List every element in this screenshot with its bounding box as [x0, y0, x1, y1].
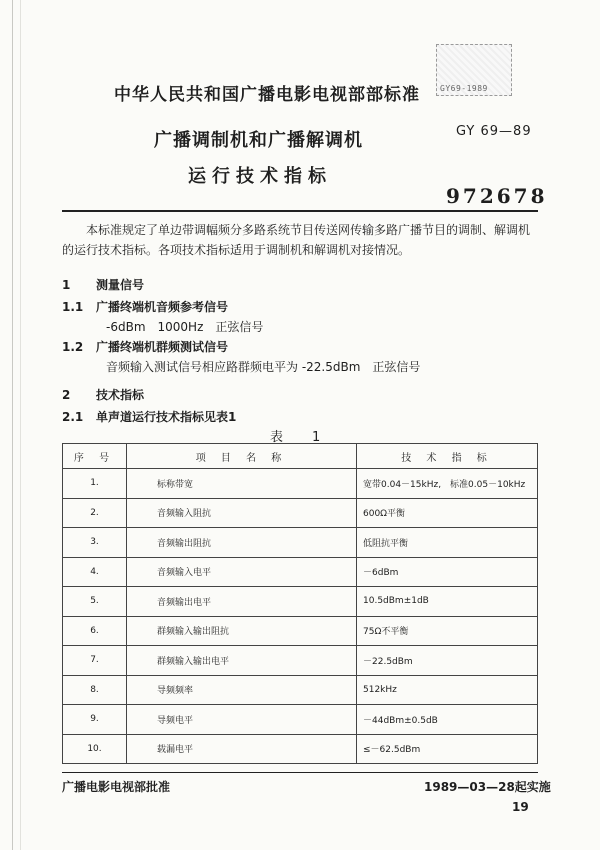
stamp-code: GY69-1989	[440, 84, 488, 93]
row-no: 7.	[63, 646, 127, 676]
binding-margin-line	[20, 0, 21, 850]
row-value: －44dBm±0.5dB	[357, 705, 538, 735]
row-value: 10.5dBm±1dB	[357, 587, 538, 617]
row-item: 标称带宽	[127, 469, 357, 499]
row-no: 5.	[63, 587, 127, 617]
subsection-heading: 1.2 广播终端机群频测试信号	[62, 340, 229, 354]
table-row	[63, 675, 538, 705]
approver-text: 广播电影电视部批准	[62, 780, 171, 794]
row-no: 1.	[63, 469, 127, 499]
row-no: 10.	[63, 734, 127, 764]
standard-number: GY 69—89	[456, 124, 532, 139]
table-row	[63, 469, 538, 499]
row-no: 8.	[63, 675, 127, 705]
row-item: 音频输出电平	[127, 587, 357, 617]
row-no: 3.	[63, 528, 127, 558]
ministry-heading: 中华人民共和国广播电影电视部部标准	[114, 85, 420, 105]
row-no: 2.	[63, 498, 127, 528]
table-row	[63, 498, 538, 528]
row-value: 宽带0.04－15kHz, 标准0.05－10kHz	[357, 469, 538, 499]
row-value: 75Ω不平衡	[357, 616, 538, 646]
table-row	[63, 705, 538, 735]
subsection-heading: 1.1 广播终端机音频参考信号	[62, 300, 229, 314]
table-row	[63, 557, 538, 587]
header-item: 项 目 名 称	[127, 444, 357, 469]
row-item: 导频电平	[127, 705, 357, 735]
table-caption: 表 1	[270, 430, 329, 445]
row-item: 载漏电平	[127, 734, 357, 764]
header-divider	[62, 210, 538, 212]
row-no: 4.	[63, 557, 127, 587]
table-header-row	[63, 444, 538, 469]
row-item: 音频输出阻抗	[127, 528, 357, 558]
table-row	[63, 616, 538, 646]
spec-table	[62, 443, 538, 764]
row-no: 6.	[63, 616, 127, 646]
document-subtitle: 运行技术指标	[188, 166, 332, 187]
footer-divider	[62, 772, 538, 773]
document-number: 972678	[446, 184, 548, 208]
row-no: 9.	[63, 705, 127, 735]
subsection-text: -6dBm 1000Hz 正弦信号	[106, 320, 264, 334]
binding-margin-line	[12, 0, 13, 850]
row-value: －22.5dBm	[357, 646, 538, 676]
section-heading: 1 测量信号	[62, 278, 145, 292]
row-item: 音频输入电平	[127, 557, 357, 587]
row-value: 低阻抗平衡	[357, 528, 538, 558]
row-value: 600Ω平衡	[357, 498, 538, 528]
header-value: 技 术 指 标	[357, 444, 538, 469]
subsection-heading: 2.1 单声道运行技术指标见表1	[62, 410, 237, 424]
table-row	[63, 528, 538, 558]
section-heading: 2 技术指标	[62, 388, 145, 402]
effective-date: 1989—03—28起实施	[424, 780, 551, 794]
row-item: 群频输入输出阻抗	[127, 616, 357, 646]
table-row	[63, 587, 538, 617]
row-item: 音频输入阻抗	[127, 498, 357, 528]
table-row	[63, 646, 538, 676]
subsection-text: 音频输入测试信号相应路群频电平为 -22.5dBm 正弦信号	[106, 360, 421, 374]
row-item: 导频频率	[127, 675, 357, 705]
row-item: 群频输入输出电平	[127, 646, 357, 676]
row-value: ≤－62.5dBm	[357, 734, 538, 764]
document-title: 广播调制机和广播解调机	[154, 130, 363, 151]
header-no: 序 号	[63, 444, 127, 469]
page-number: 19	[512, 800, 529, 814]
row-value: －6dBm	[357, 557, 538, 587]
intro-paragraph: 本标准规定了单边带调幅频分多路系统节目传送网传输多路广播节目的调制、解调机的运行技术指标。各项技术指标适用于调制机和解调机对接情况。	[62, 223, 531, 257]
table-row	[63, 734, 538, 764]
row-value: 512kHz	[357, 675, 538, 705]
